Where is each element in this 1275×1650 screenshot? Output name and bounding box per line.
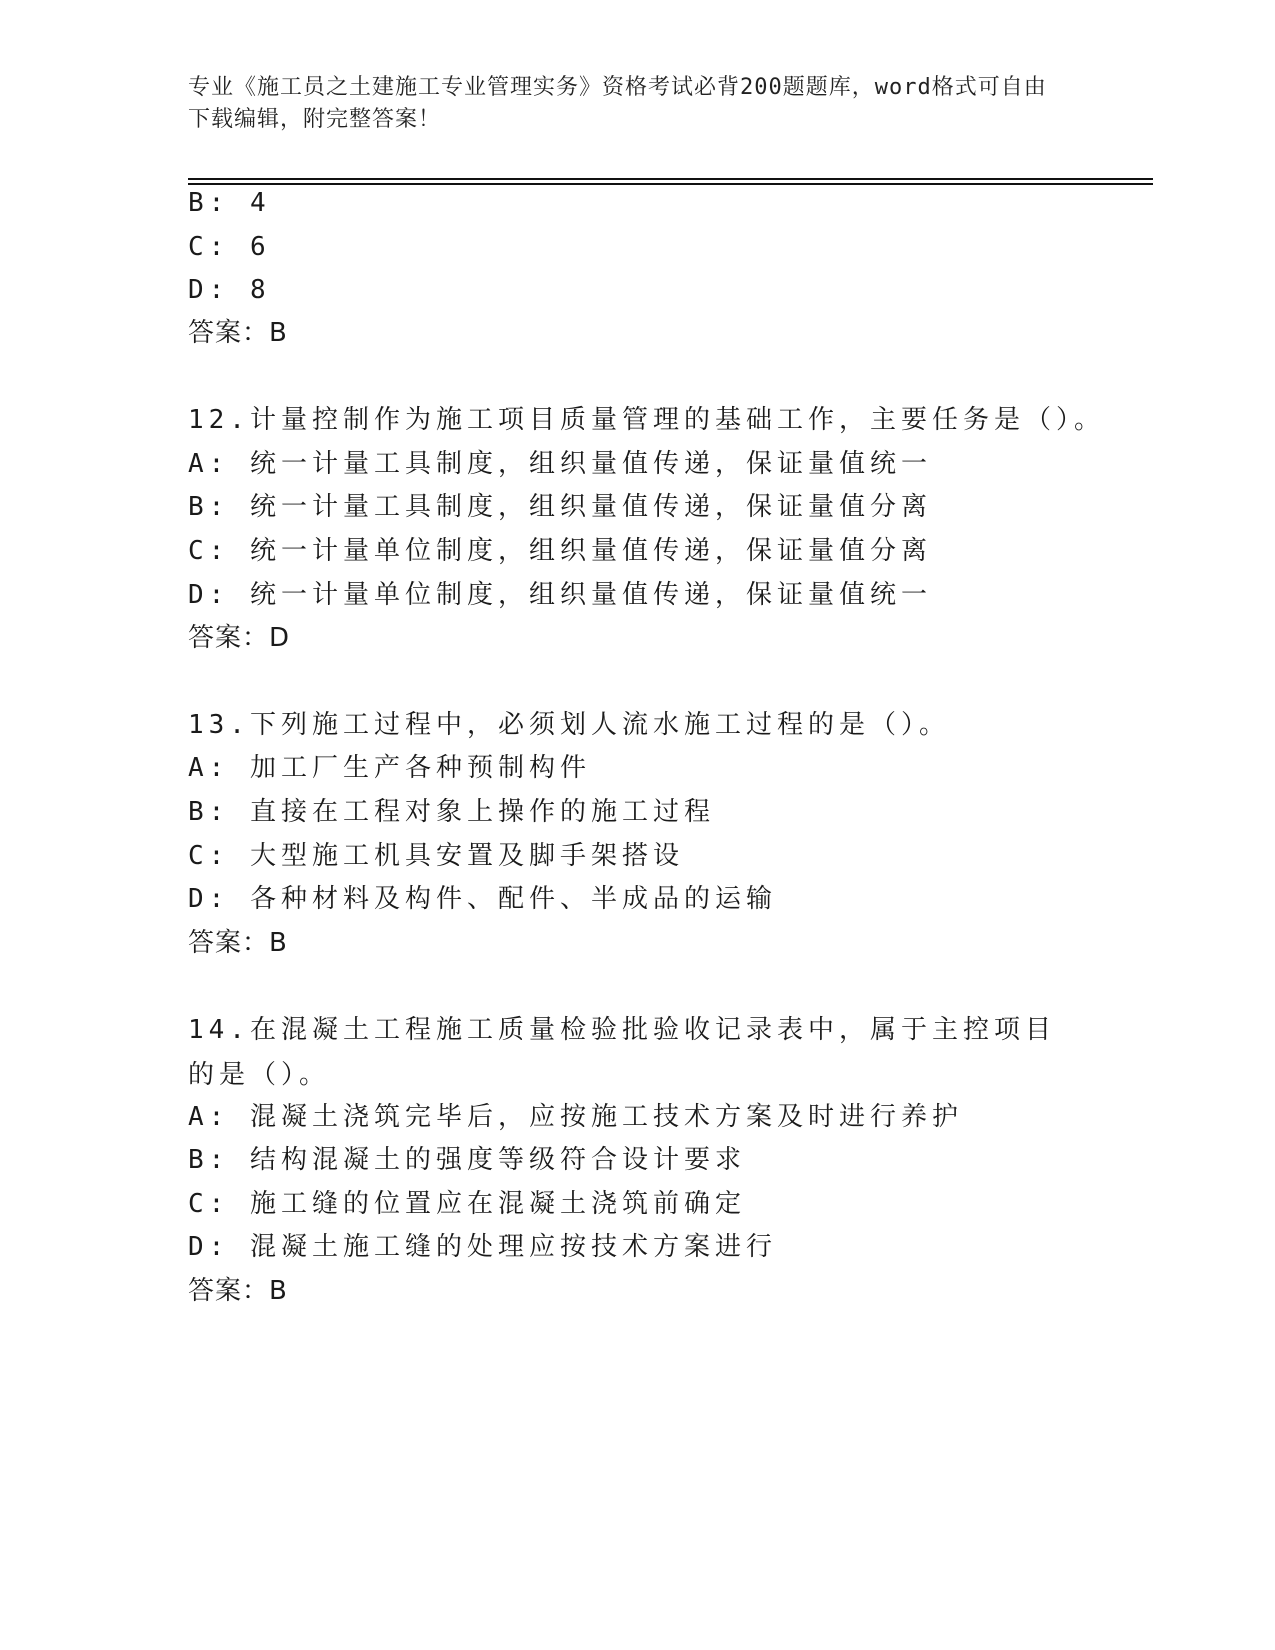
option-b: B: 统一计量工具制度，组织量值传递，保证量值分离 — [188, 492, 932, 522]
option-a: A: 加工厂生产各种预制构件 — [188, 753, 591, 783]
option-d: D: 混凝土施工缝的处理应按技术方案进行 — [188, 1232, 777, 1262]
question-stem: 14.在混凝土工程施工质量检验批验收记录表中，属于主控项目的是（）。 — [188, 1015, 1056, 1090]
answer-line: 答案：D — [188, 623, 291, 653]
answer-line: 答案：B — [188, 1276, 288, 1306]
option-b: B: 结构混凝土的强度等级符合设计要求 — [188, 1145, 746, 1175]
option-c: C: 统一计量单位制度，组织量值传递，保证量值分离 — [188, 536, 932, 566]
header-rule-bottom — [188, 183, 1153, 185]
option-c: C: 大型施工机具安置及脚手架搭设 — [188, 841, 684, 871]
document-header: 专业《施工员之土建施工专业管理实务》资格考试必背200题题库，word格式可自由下载编辑，附完整答案！ — [188, 75, 1047, 132]
question-stem: 12.计量控制作为施工项目质量管理的基础工作，主要任务是（）。 — [188, 405, 1105, 435]
option-b: B: 4 — [188, 188, 271, 218]
option-d: D: 8 — [188, 275, 271, 305]
option-d: D: 统一计量单位制度，组织量值传递，保证量值统一 — [188, 580, 932, 610]
option-c: C: 6 — [188, 232, 271, 262]
option-a: A: 统一计量工具制度，组织量值传递，保证量值统一 — [188, 449, 932, 479]
answer-line: 答案：B — [188, 928, 288, 958]
option-c: C: 施工缝的位置应在混凝土浇筑前确定 — [188, 1189, 746, 1219]
option-b: B: 直接在工程对象上操作的施工过程 — [188, 797, 715, 827]
question-stem: 13.下列施工过程中，必须划人流水施工过程的是（）。 — [188, 710, 950, 740]
header-rule-top — [188, 178, 1153, 180]
option-d: D: 各种材料及构件、配件、半成品的运输 — [188, 884, 777, 914]
answer-line: 答案：B — [188, 318, 288, 348]
option-a: A: 混凝土浇筑完毕后，应按施工技术方案及时进行养护 — [188, 1102, 963, 1132]
